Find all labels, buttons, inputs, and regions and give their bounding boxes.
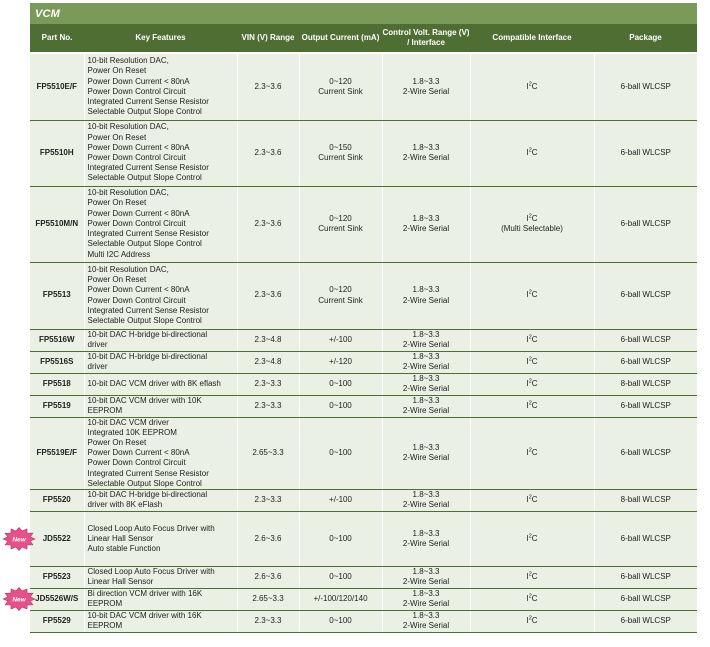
cell-line: 10-bit Resolution DAC, [87,264,169,274]
control-volt-cell [382,588,470,610]
cell-line: 1.8~3.3 [412,567,440,577]
cell-line: 0~100 [329,400,352,410]
interface-label [526,594,537,603]
control-volt-cell [382,373,470,395]
interface-prefix: I [526,448,529,458]
output-current-cell [299,417,382,489]
package-cell: 6-ball WLCSP [594,262,697,329]
cell-line: Linear Hall Sensor [87,533,154,543]
control-volt-cell [382,566,470,588]
package-cell: 6-ball WLCSP [594,395,697,417]
cell-line: Power On Reset [87,437,147,447]
vin-range-cell: 2.3~3.6 [237,186,299,262]
interface-suffix: C [531,378,538,388]
cell-line: Integrated Current Sense Resistor [87,305,209,315]
compatible-interface-cell [470,395,594,417]
control-volt-cell [382,186,470,262]
cell-line: 1.8~3.3 [412,395,440,405]
cell-line: 2-Wire Serial [402,577,450,587]
interface-prefix: I [526,594,529,604]
cell-line: 10-bit Resolution DAC, [87,56,169,66]
interface-suffix: C [531,81,538,91]
interface-prefix: I [526,616,529,626]
table-header-row [30,24,697,53]
cell-line: Power Down Current < 80nA [87,208,190,218]
interface-suffix: C [531,572,538,582]
cell-line: 2-Wire Serial [402,538,450,548]
cell-line: 10-bit DAC H-bridge bi-directional [87,329,208,339]
header-key-features: Key Features [84,24,237,53]
cell-line: 1.8~3.3 [412,373,440,383]
interface-label [526,290,537,299]
interface-superscript: 2 [528,356,532,363]
interface-label [526,448,537,457]
table-row [30,53,697,120]
control-volt-cell [382,120,470,186]
control-volt-cell [382,511,470,566]
part-number-cell: FP5513 [30,262,84,329]
cell-line: 1.8~3.3 [412,213,440,223]
cell-line: EEPROM [87,599,123,609]
compatible-interface-cell [470,373,594,395]
output-current-cell [299,53,382,120]
compatible-interface-cell [470,186,594,262]
interface-label [526,357,537,366]
key-features-cell [84,395,237,417]
part-number-cell: FP5518 [30,373,84,395]
interface-label [526,401,537,410]
header-package: Package [594,24,697,53]
cell-line: 0~120 [329,285,352,295]
interface-suffix: C [531,616,538,626]
interface-suffix: C [531,290,538,300]
interface-superscript: 2 [528,289,532,296]
cell-line: Auto stable Function [87,544,161,554]
control-volt-cell [382,417,470,489]
cell-line: EEPROM [87,621,123,631]
interface-label [526,379,537,388]
interface-suffix: C [531,448,538,458]
cell-line: Selectable Output Slope Control [87,478,202,488]
cell-line: driver [87,340,108,349]
part-number-cell: FP5510E/F [30,53,84,120]
interface-prefix: I [526,533,529,543]
cell-line: +/-100/120/140 [313,594,368,604]
cell-line: +/-100 [329,334,352,344]
key-features-cell [84,120,237,186]
output-current-cell [299,186,382,262]
vcm-product-table [30,24,697,633]
interface-label [526,82,537,91]
vin-range-cell: 2.3~3.6 [237,120,299,186]
table-row [30,417,697,489]
cell-line: Integrated Current Sense Resistor [87,229,209,239]
table-row [30,395,697,417]
output-current-cell [299,566,382,588]
control-volt-cell [382,395,470,417]
control-volt-cell [382,351,470,373]
header-vin-range: VIN (V) Range [237,24,299,53]
output-current-cell [299,351,382,373]
package-cell: 6-ball WLCSP [594,511,697,566]
cell-line: Power Down Control Circuit [87,153,186,162]
cell-line: 0~100 [329,572,352,582]
table-row [30,351,697,373]
table-row [30,262,697,329]
vin-range-cell: 2.3~3.3 [237,489,299,511]
new-badge-label: New [12,596,26,604]
output-current-cell [299,120,382,186]
cell-line: 2-Wire Serial [402,86,450,96]
interface-prefix: I [526,400,529,410]
output-current-cell [299,395,382,417]
interface-superscript: 2 [528,593,532,600]
cell-line: Integrated Current Sense Resistor [87,163,209,173]
interface-suffix: C [531,594,538,604]
interface-prefix: I [526,81,529,91]
cell-line: 2-Wire Serial [402,453,450,463]
vcm-table-container [30,3,697,633]
package-cell: 6-ball WLCSP [594,610,697,632]
cell-line: 0~100 [329,448,352,458]
compatible-interface-cell [470,566,594,588]
cell-line: 10-bit DAC VCM driver [87,417,169,427]
cell-line: 2-Wire Serial [402,340,450,349]
vin-range-cell: 2.3~4.8 [237,329,299,351]
cell-line: Integrated 10K EEPROM [87,427,177,437]
cell-line: Power Down Control Circuit [87,458,186,468]
table-row [30,186,697,262]
table-row [30,329,697,351]
interface-label [526,616,537,625]
compatible-interface-cell [470,120,594,186]
cell-line: 2-Wire Serial [402,153,450,162]
cell-line: Selectable Output Slope Control [87,239,202,249]
cell-line: 10-bit Resolution DAC, [87,122,169,132]
interface-note: (Multi Selectable) [501,224,563,233]
interface-superscript: 2 [528,213,532,220]
vin-range-cell: 2.3~3.6 [237,53,299,120]
compatible-interface-cell [470,511,594,566]
interface-suffix: C [531,213,538,223]
control-volt-cell [382,610,470,632]
cell-line: Power On Reset [87,198,147,208]
cell-line: 1.8~3.3 [412,490,440,500]
key-features-cell [84,511,237,566]
interface-prefix: I [526,290,529,300]
cell-line: driver [87,362,108,371]
vin-range-cell: 2.6~3.6 [237,566,299,588]
cell-line: Multi I2C Address [87,249,151,259]
part-number-cell: FP5516S [30,351,84,373]
interface-superscript: 2 [528,447,532,454]
cell-line: 2-Wire Serial [402,500,450,510]
interface-prefix: I [526,572,529,582]
cell-line: Integrated Current Sense Resistor [87,468,209,478]
table-row [30,566,697,588]
part-number-cell: JD5522 [30,511,84,566]
output-current-cell [299,588,382,610]
compatible-interface-cell [470,588,594,610]
compatible-interface-cell [470,329,594,351]
key-features-cell [84,186,237,262]
vin-range-cell: 2.65~3.3 [237,417,299,489]
cell-line: Power On Reset [87,275,147,285]
cell-line: 2-Wire Serial [402,406,450,415]
output-current-cell [299,262,382,329]
cell-line: 0~100 [329,533,352,543]
key-features-cell [84,373,237,395]
cell-line: Closed Loop Auto Focus Driver with [87,567,215,577]
cell-line: EEPROM [87,406,123,415]
interface-prefix: I [526,334,529,344]
vin-range-cell: 2.3~3.3 [237,395,299,417]
new-badge-icon [2,527,36,551]
cell-line: +/-120 [329,356,352,366]
control-volt-cell [382,53,470,120]
interface-label [526,534,537,543]
cell-line: 10-bit Resolution DAC, [87,188,169,198]
vin-range-cell: 2.3~4.8 [237,351,299,373]
cell-line: 2-Wire Serial [402,621,450,631]
section-title: VCM [30,3,697,24]
interface-prefix: I [526,378,529,388]
cell-line: 2-Wire Serial [402,362,450,371]
part-number-cell: FP5519E/F [30,417,84,489]
table-row [30,120,697,186]
key-features-cell [84,566,237,588]
interface-suffix: C [531,356,538,366]
cell-line: Power Down Current < 80nA [87,285,190,295]
table-row [30,610,697,632]
package-cell: 6-ball WLCSP [594,351,697,373]
package-cell: 6-ball WLCSP [594,186,697,262]
table-body [30,53,697,632]
key-features-cell [84,351,237,373]
cell-line: Current Sink [318,86,363,96]
control-volt-cell [382,329,470,351]
output-current-cell [299,373,382,395]
output-current-cell [299,610,382,632]
compatible-interface-cell [470,610,594,632]
cell-line: Current Sink [318,224,363,233]
interface-suffix: C [531,400,538,410]
interface-superscript: 2 [528,334,532,341]
output-current-cell [299,489,382,511]
cell-line: 0~100 [329,378,352,388]
cell-line: Power On Reset [87,132,147,142]
cell-line: Current Sink [318,295,363,305]
part-number-cell: FP5523 [30,566,84,588]
cell-line: 2-Wire Serial [402,295,450,305]
package-cell: 6-ball WLCSP [594,588,697,610]
cell-line: +/-100 [329,495,352,505]
vin-range-cell: 2.65~3.3 [237,588,299,610]
compatible-interface-cell [470,53,594,120]
key-features-cell [84,329,237,351]
interface-superscript: 2 [528,378,532,385]
interface-label [526,572,537,581]
key-features-cell [84,262,237,329]
vin-range-cell: 2.3~3.6 [237,262,299,329]
cell-line: Power Down Current < 80nA [87,448,190,458]
compatible-interface-cell [470,262,594,329]
cell-line: 0~100 [329,616,352,626]
key-features-cell [84,417,237,489]
key-features-cell [84,610,237,632]
part-number-cell: FP5510M/N [30,186,84,262]
cell-line: Power On Reset [87,66,147,76]
header-compatible-interface: Compatible Interface [470,24,594,53]
cell-line: Linear Hall Sensor [87,577,154,587]
cell-line: 2-Wire Serial [402,384,450,393]
cell-line: 1.8~3.3 [412,589,440,599]
interface-suffix: C [531,495,538,505]
vin-range-cell: 2.6~3.6 [237,511,299,566]
cell-line: 10-bit DAC VCM driver with 16K [87,611,202,621]
interface-superscript: 2 [528,147,532,154]
cell-line: Selectable Output Slope Control [87,107,202,117]
header-output-current: Output Current (mA) [299,24,382,53]
new-badge-label: New [12,536,26,543]
cell-line: Integrated Current Sense Resistor [87,96,209,106]
cell-line: 0~120 [329,213,352,223]
new-badge-icon [2,587,36,611]
part-number-cell: FP5529 [30,610,84,632]
cell-line: 10-bit DAC H-bridge bi-directional [87,490,208,500]
package-cell: 6-ball WLCSP [594,329,697,351]
interface-superscript: 2 [528,615,532,622]
cell-line: 2-Wire Serial [402,224,450,233]
interface-superscript: 2 [528,571,532,578]
cell-line: 1.8~3.3 [412,285,440,295]
cell-line: 0~120 [329,76,352,86]
interface-prefix: I [526,147,529,157]
key-features-cell [84,588,237,610]
output-current-cell [299,329,382,351]
interface-prefix: I [526,495,529,505]
interface-prefix: I [526,356,529,366]
package-cell: 6-ball WLCSP [594,53,697,120]
package-cell: 8-ball WLCSP [594,489,697,511]
interface-superscript: 2 [528,494,532,501]
interface-label [526,495,537,504]
compatible-interface-cell [470,351,594,373]
output-current-cell [299,511,382,566]
cell-line: Selectable Output Slope Control [87,173,202,183]
cell-line: 1.8~3.3 [412,142,440,152]
header-part-no: Part No. [30,24,84,53]
cell-line: 1.8~3.3 [412,528,440,538]
interface-superscript: 2 [528,533,532,540]
cell-line: 10-bit DAC VCM driver with 10K [87,395,202,405]
interface-suffix: C [531,533,538,543]
package-cell: 6-ball WLCSP [594,120,697,186]
interface-label [526,214,537,223]
part-number-cell: FP5520 [30,489,84,511]
cell-line: Power Down Control Circuit [87,218,186,228]
interface-label [526,148,537,157]
cell-line: 1.8~3.3 [412,611,440,621]
table-row [30,489,697,511]
part-number-cell: FP5516W [30,329,84,351]
package-cell: 6-ball WLCSP [594,417,697,489]
part-number-cell: FP5510H [30,120,84,186]
compatible-interface-cell [470,489,594,511]
interface-suffix: C [531,334,538,344]
interface-superscript: 2 [528,80,532,87]
table-row [30,373,697,395]
vin-range-cell: 2.3~3.3 [237,373,299,395]
part-number-cell: JD5526W/S [30,588,84,610]
compatible-interface-cell [470,417,594,489]
vin-range-cell: 2.3~3.3 [237,610,299,632]
cell-line: Power Down Control Circuit [87,86,186,96]
cell-line: 1.8~3.3 [412,443,440,452]
cell-line: Selectable Output Slope Control [87,315,202,325]
part-number-cell: FP5519 [30,395,84,417]
cell-line: 2-Wire Serial [402,599,450,609]
cell-line: 1.8~3.3 [412,329,440,339]
cell-line: 1.8~3.3 [412,76,440,86]
table-row [30,588,697,610]
control-volt-cell [382,489,470,511]
cell-line: Power Down Current < 80nA [87,142,190,152]
control-volt-cell [382,262,470,329]
interface-label [526,335,537,344]
table-row [30,511,697,566]
package-cell: 8-ball WLCSP [594,373,697,395]
header-control-volt: Control Volt. Range (V) / Interface [382,24,470,53]
key-features-cell [84,489,237,511]
cell-line: Closed Loop Auto Focus Driver with [87,523,215,533]
interface-superscript: 2 [528,400,532,407]
cell-line: 10-bit DAC H-bridge bi-directional [87,351,208,361]
package-cell: 6-ball WLCSP [594,566,697,588]
cell-line: 1.8~3.3 [412,351,440,361]
interface-prefix: I [526,213,529,223]
cell-line: Power Down Control Circuit [87,295,186,305]
cell-line: Bi direction VCM driver with 16K [87,589,203,599]
cell-line: Current Sink [318,153,363,162]
cell-line: driver with 8K eFlash [87,500,163,510]
cell-line: 10-bit DAC VCM driver with 8K eflash [87,378,221,388]
key-features-cell [84,53,237,120]
cell-line: Power Down Current < 80nA [87,76,190,86]
cell-line: 0~150 [329,142,352,152]
interface-suffix: C [531,147,538,157]
